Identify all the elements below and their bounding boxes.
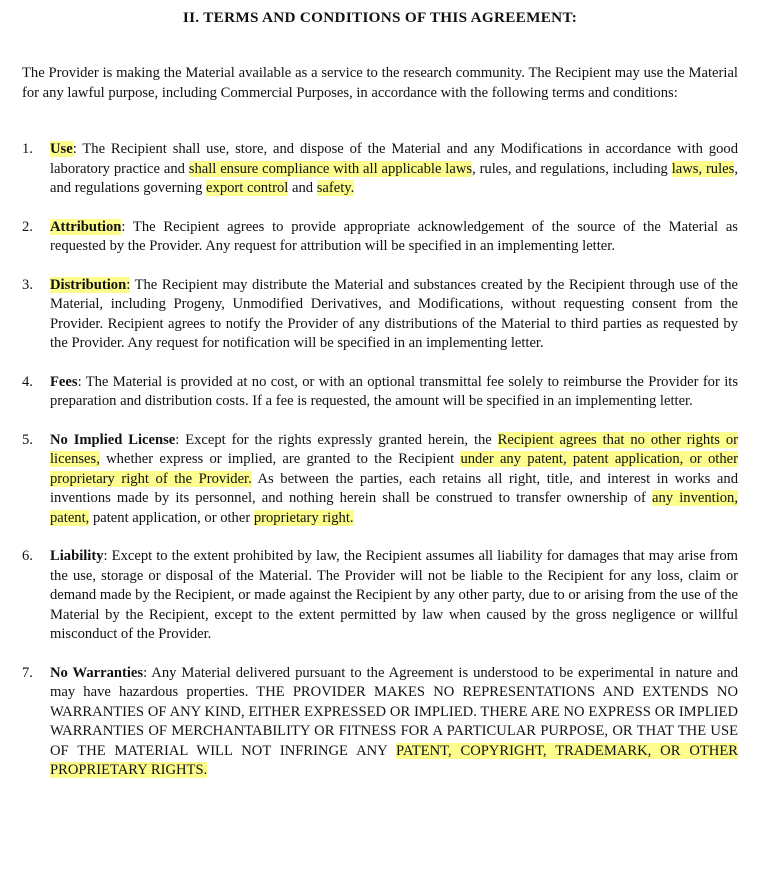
term-no-warranties: [22, 664, 738, 781]
term-liability: [22, 547, 738, 645]
highlighted-text: laws, rules: [671, 160, 735, 177]
highlighted-text: under any patent, patent application, or other proprietary right of the Provider.: [50, 451, 738, 487]
terms-list: [22, 140, 738, 781]
term-number: 3.: [22, 276, 33, 293]
highlighted-text: Recipient agrees that no other rights or licenses,: [50, 431, 738, 467]
term-heading: No Warranties: [50, 664, 144, 681]
term-text: , rules, and regulations, including: [472, 160, 672, 177]
term-body: [50, 218, 738, 257]
term-text: patent application, or other: [89, 509, 254, 526]
term-text: : The Recipient agrees to provide appropriate acknowledgement of the source of the Material as requested by the Provider. Any request for attribution will be specified in an implementing letter.: [50, 218, 738, 254]
highlighted-text: proprietary right.: [253, 509, 354, 526]
term-body: [50, 140, 738, 199]
term-body: [50, 276, 738, 354]
highlighted-text: shall ensure compliance with all applicable laws: [188, 160, 473, 177]
term-use: [22, 140, 738, 199]
term-body: [50, 373, 738, 412]
highlighted-text: safety.: [316, 180, 355, 196]
term-heading: Attribution: [50, 218, 122, 235]
intro-paragraph: The Provider is making the Material available as a service to the research community. The Recipient may use the Material for any lawful purpose, including Commercial Purposes, in accordance with the following terms and conditions:: [22, 65, 738, 101]
highlighted-text: :: [126, 276, 131, 293]
term-body: [50, 431, 738, 529]
term-fees: [22, 373, 738, 412]
term-text: whether express or implied, are granted to the Recipient: [99, 451, 461, 467]
term-text: and: [288, 180, 317, 196]
term-attribution: [22, 218, 738, 257]
term-heading: Liability: [50, 548, 104, 564]
term-number: 6.: [22, 548, 33, 564]
section-title: II. TERMS AND CONDITIONS OF THIS AGREEMENT:: [182, 9, 578, 26]
term-no-implied-license: [22, 431, 738, 529]
term-text: : Any Material delivered pursuant to the Agreement is understood to be experimental in nature and may have hazardous properties. THE PROVIDER MAKES NO REPRESENTATIONS AND EXTENDS NO WARRANTIES OF ANY KIND, EITHER EXPRESSED OR IMPLIED. THERE ARE NO EXPRESS OR IMPLIED WARRANTIES OF MERCHANTABILITY OR FITNESS FOR A PARTICULAR PURPOSE, OR THAT THE USE OF THE MATERIAL WILL NOT INFRINGE ANY: [50, 664, 738, 759]
term-text: : Except for the rights expressly granted herein, the: [175, 431, 498, 448]
highlighted-text: PATENT, COPYRIGHT, TRADEMARK, OR OTHER PROPRIETARY RIGHTS.: [50, 742, 738, 778]
term-heading: No Implied License: [50, 431, 176, 448]
term-body: [50, 664, 738, 781]
term-text: As between the parties, each retains all right, title, and interest in works and inventions made by its personnel, and nothing herein shall be construed to transfer ownership of: [50, 470, 738, 506]
term-text: The Recipient may distribute the Material and substances created by the Recipient through use of the Material, including Progeny, Unmodified Derivatives, and Modifications, without requesting consent from the Provider. Recipient agrees to notify the Provider of any distributions of the Material to third parties as requested by the Provider. Any request for notification will be specified in an implementing letter.: [50, 276, 738, 351]
term-body: [50, 547, 738, 645]
term-text: : Except to the extent prohibited by law, the Recipient assumes all liability for damages that may arise from the use, storage or disposal of the Material. The Provider will not be liable to the Recipient for any loss, claim or demand made by the Recipient, or made against the Recipient by any other party, due to or arising from the use of the Material by the Recipient, except to the extent permitted by law when caused by the gross negligence or willful misconduct of the Provider.: [50, 548, 738, 642]
term-heading: Use: [50, 141, 73, 157]
term-number: 4.: [22, 373, 33, 390]
term-number: 7.: [22, 664, 33, 681]
term-text: , and regulations governing: [50, 160, 738, 196]
term-number: 1.: [22, 141, 33, 157]
term-heading: Fees: [50, 373, 78, 390]
term-text: : The Material is provided at no cost, or with an optional transmittal fee solely to reimburse the Provider for its preparation and distribution costs. If a fee is requested, the amount will be specified in an implementing letter.: [50, 373, 738, 409]
term-distribution: [22, 276, 738, 354]
highlighted-text: any invention, patent,: [50, 490, 738, 526]
term-number: 2.: [22, 218, 33, 235]
highlighted-text: export control: [206, 180, 289, 196]
term-number: 5.: [22, 431, 33, 448]
term-heading: Distribution: [50, 276, 127, 293]
term-text: : The Recipient shall use, store, and dispose of the Material and any Modifications in accordance with good laboratory practice and: [50, 141, 738, 177]
